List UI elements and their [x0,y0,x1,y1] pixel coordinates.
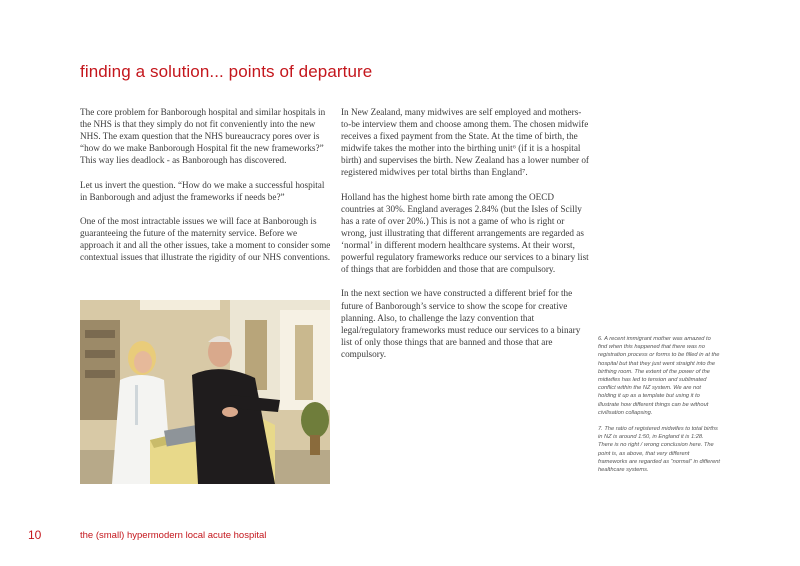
body-paragraph: One of the most intractable issues we will face at Banborough is guaranteeing the future of the maternity service. Before we approach it and all the other issues, take a moment to consider some contextual issues that illustrate the rigidity of our NHS conventions. [80,215,331,263]
body-paragraph: In the next section we have constructed a different brief for the future of Banborough’s service to show the scope for creative planning. Also, to challenge the lazy convention that legal/regulatory frameworks must reduce our services to a binary list of only those things that are banned and those that are compulsory. [341,288,581,359]
page-number: 10 [28,528,42,542]
hospital-photo [80,300,330,484]
body-paragraph: Holland has the highest home birth rate among the OECD countries at 30%. England averages 2.84% (but the Isles of Scilly has a rate of over 20%.) This is not a game of who is right or wrong, just illustrating that different arrangements are regarded as ‘normal’ in different modern healthcare systems. At their worst, powerful regulatory frameworks reduce our services to a binary list of things that are forbidden and those that are compulsory. [341,191,589,275]
middle-text-column [341,106,589,372]
footer-publication-title: the (small) hypermodern local acute hospital [80,530,267,541]
page-title: finding a solution... points of departure [80,62,373,81]
footnotes [598,335,720,482]
left-text-column [80,106,332,275]
footnote: 6. A recent immigrant mother was amazed to find when this happened that there was no registration process or forms to be filled in at the hospital but that they just went straight into the birthing room. The extent of the power of the midwifes has led to tension and sublimated conflict within the NZ system. We are not holding it up as a template but using it to illustrate how different things can be without civilisation collapsing. [598,336,720,416]
body-paragraph: In New Zealand, many midwives are self employed and mothers-to-be interview them and choose among them. The chosen midwife receives a fixed payment from the State. At the time of birth, the midwife takes the mother into the birthing unit⁶ (if it is a hospital birth) and supervises the birth. New Zealand has a lower number of registered midwives per total births than England⁷. [341,107,589,178]
body-paragraph: Let us invert the question. “How do we make a successful hospital in Banborough and adjust the frameworks if needs be?” [80,179,325,202]
body-paragraph: The core problem for Banborough hospital and similar hospitals in the NHS is that they simply do not fit conveniently into the new NHS. The exam question that the NHS bureaucracy pores over is “how do we make Banborough Hospital fit the new frameworks?” This way lies deadlock - as Banborough has discovered. [80,107,326,166]
footnote: 7. The ratio of registered midwifes to total births in NZ is around 1:50, in England it is 1:28. There is no right / wrong conclusion here. The point is, as above, that very different frameworks are regarded as “normal” in different healthcare systems. [598,426,721,474]
